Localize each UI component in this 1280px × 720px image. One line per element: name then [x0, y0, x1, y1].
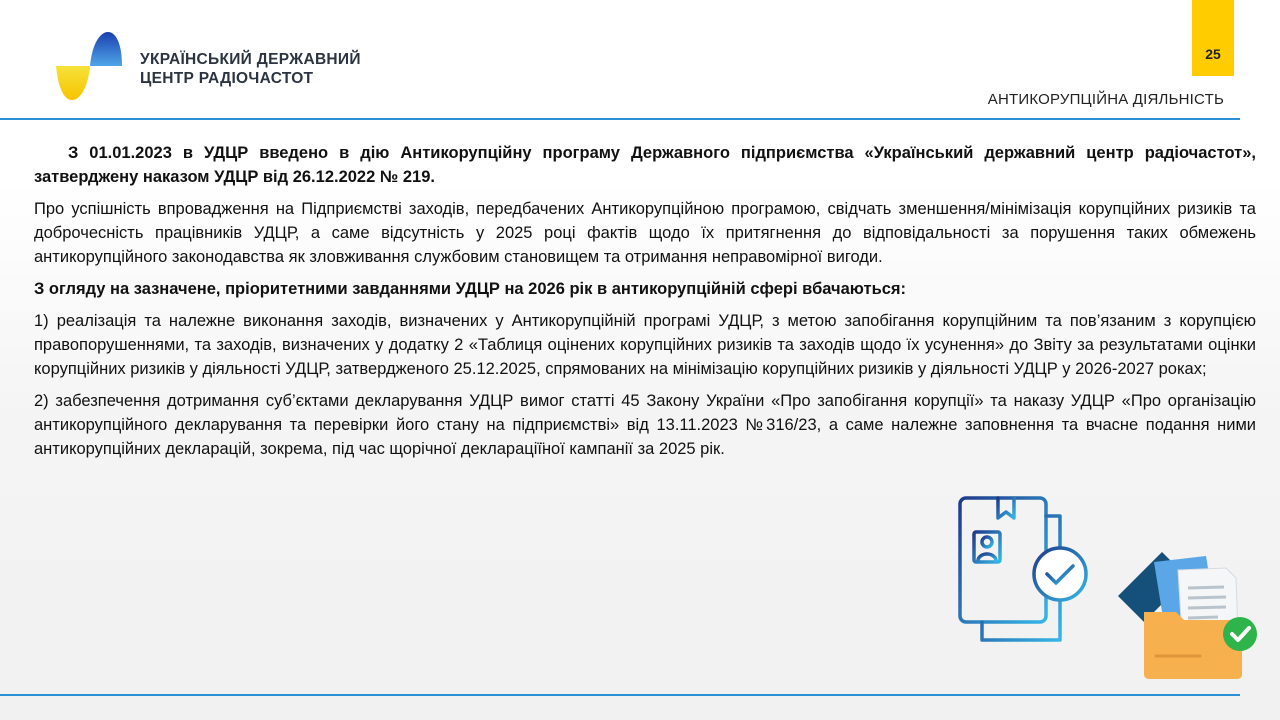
priority-item-2: 2) забезпечення дотримання суб’єктами декларування УДЦР вимог статті 45 Закону України «Про запобігання корупції» та наказу УДЦР «Про організацію антикорупційного декларування та перевірки його стану на підприємстві» від 13.11.2023 №316/23, а саме належне заповнення та вчасне подання ними антикорупційних декларацій, зокрема, під час щорічної декларації̈ної кампанії за 2025 рік.	[34, 392, 1256, 458]
organization-name	[140, 50, 361, 88]
page-number: 25	[1205, 46, 1221, 62]
page-content	[34, 141, 1256, 469]
priority-item-1: 1) реалізація та належне виконання заходів, визначених у Антикорупційній програмі УДЦР, з метою запобігання корупційним та пов’язаним з корупцією правопорушеннями, та заходів, визначених у додатку 2 «Таблиця оцінених корупційних ризиків та заходів щодо їх усунення» до Звіту за результатами оцінки корупційних ризиків у діяльності УДЦР, затвердженого 25.12.2025, спрямованих на мінімізацію корупційних ризиків у діяльності УДЦР у 2026-2027 роках;	[34, 312, 1256, 378]
priorities-heading: З огляду на зазначене, пріоритетними завданнями УДЦР на 2026 рік в антикорупційній сфері вбачаються:	[34, 280, 907, 298]
footer-divider	[0, 694, 1240, 696]
approved-check-icon	[1223, 617, 1257, 651]
organization-name-line2: ЦЕНТР РАДІОЧАСТОТ	[140, 70, 314, 87]
organization-name-line1: УКРАЇНСЬКИЙ ДЕРЖАВНИЙ	[140, 51, 361, 68]
folder-body	[1144, 612, 1242, 679]
approved-folder-icon	[1114, 548, 1262, 682]
page-number-badge	[1192, 0, 1234, 76]
udcr-logo-icon	[54, 30, 126, 102]
section-title: АНТИКОРУПЦІЙНА ДІЯЛЬНІСТЬ	[987, 91, 1224, 108]
intro-paragraph: З 01.01.2023 в УДЦР введено в дію Антикорупційну програму Державного підприємства «Український державний центр радіочастот», затверджену наказом УДЦР від 26.12.2022 № 219.	[34, 144, 1256, 186]
effectiveness-paragraph: Про успішність впровадження на Підприємстві заходів, передбачених Антикорупційною програмою, свідчать зменшення/мінімізація корупційних ризиків та доброчесність працівників УДЦР, а саме відсутність у 2025 році фактів щодо їх притягнення до відповідальності за порушення таких обмежень антикорупційного законодавства як зловживання службовим становищем та отримання неправомірної вигоди.	[34, 200, 1256, 266]
header-divider	[0, 118, 1240, 120]
verified-document-icon	[952, 494, 1092, 644]
